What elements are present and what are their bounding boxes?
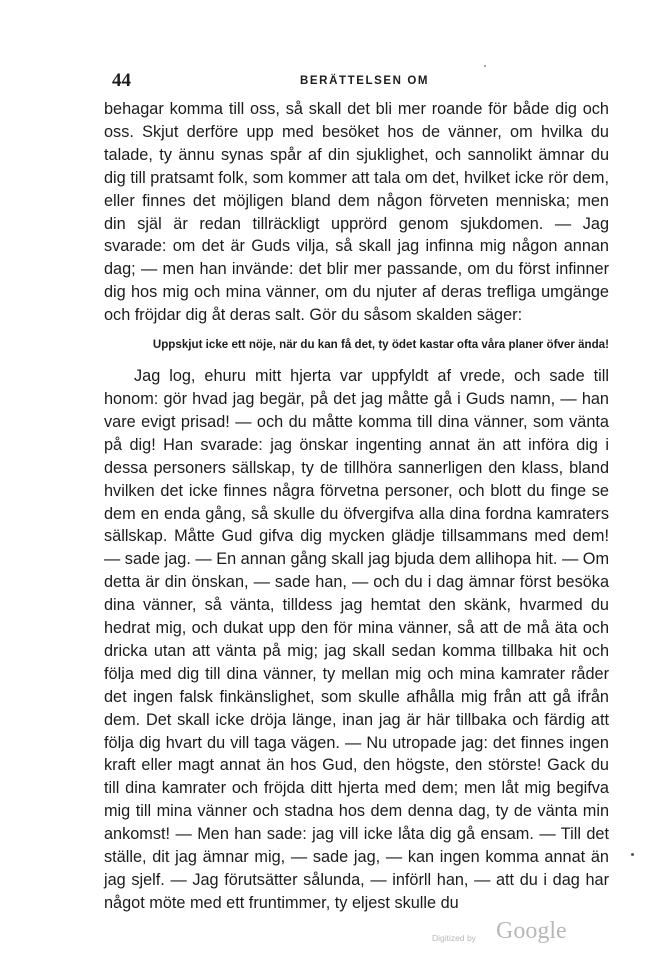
ink-speck bbox=[484, 65, 486, 67]
body-text bbox=[104, 98, 609, 915]
watermark-prefix: Digitized by bbox=[432, 933, 476, 943]
google-logo: Google bbox=[496, 918, 567, 944]
page-number: 44 bbox=[112, 70, 131, 91]
digitized-watermark bbox=[426, 918, 586, 948]
verse-quote: Uppskjut icke ett nöje, när du kan få det, ty ödet kastar ofta våra planer öfver ända! bbox=[152, 338, 609, 352]
paragraph-2: Jag log, ehuru mitt hjerta var uppfyldt af vrede, och sade till honom: gör hvad jag begär, på det jag måtte gå i Guds namn, — han vare evigt prisad! — och du måtte komma till dina vänner, som vänta på dig! Han svarade: jag önskar ingenting annat än att införa dig i dessa personers sällskap, ty de tillhöra sannerligen den klass, bland hvilken det icke finnes några förvetna personer, och blott du finge se dem en enda gång, så skulle du öfvergifva alla dina fordna kamraters sällskap. Måtte Gud gifva dig mycken glädje tillsammans med dem! — sade jag. — En annan gång skall jag bjuda dem allihopa hit. — Om detta är din önskan, — sade han, — och du i dag ämnar först besöka dina vänner, så vänta, tilldess jag hemtat den skänk, hvarmed du hedrat mig, och dukat upp den för mina vänner, så att de må äta och dricka utan att vänta på mig; jag skall sedan komma tillbaka hit och följa med dig till dina vänner, ty mellan mig och mina kamrater råder det ingen falsk finkänslighet, som skulle afhålla mig från att gå ifrån dem. Det skall icke dröja länge, inan jag är här tillbaka och färdig att följa dig hvart du vill taga vägen. — Nu utropade jag: det finnes ingen kraft eller magt annat än hos Gud, den högste, den störste! Gack du till dina kamrater och fröjda ditt hjerta med dem; men låt mig begifva mig till mina vänner och stadna hos dem denna dag, ty de vänta min ankomst! — Men han sade: jag vill icke låta dig gå ensam. — Till det ställe, dit jag ämnar mig, — sade jag, — kan ingen komma annat än jag sjelf. — Jag förutsätter sålunda, — införll han, — att du i dag har något möte med ett fruntimmer, ty eljest skulle du bbox=[104, 367, 610, 912]
page-header bbox=[112, 70, 597, 94]
running-head: BERÄTTELSEN OM bbox=[300, 75, 430, 87]
ink-speck bbox=[631, 853, 634, 856]
paragraph-1: behagar komma till oss, så skall det bli mer roande för både dig och oss. Skjut derföre upp med besöket hos de vänner, om hvilka du talade, ty ännu synas spår af din sjuklighet, och sannolikt ämnar du dig till pratsamt folk, som kommer att tala om det, hvilket icke rör dem, eller finnes det möjligen bland dem någon förveten menniska; men din själ är redan tillräckligt upprörd genom sjukdomen. — Jag svarade: om det är Guds vilja, så skall jag infinna mig någon annan dag; — men han invände: det blir mer passande, om du först infinner dig hos mig och mina vänner, om du njuter af deras trefliga umgänge och fröjdar dig åt deras salt. Gör du såsom skalden säger: bbox=[104, 100, 609, 325]
